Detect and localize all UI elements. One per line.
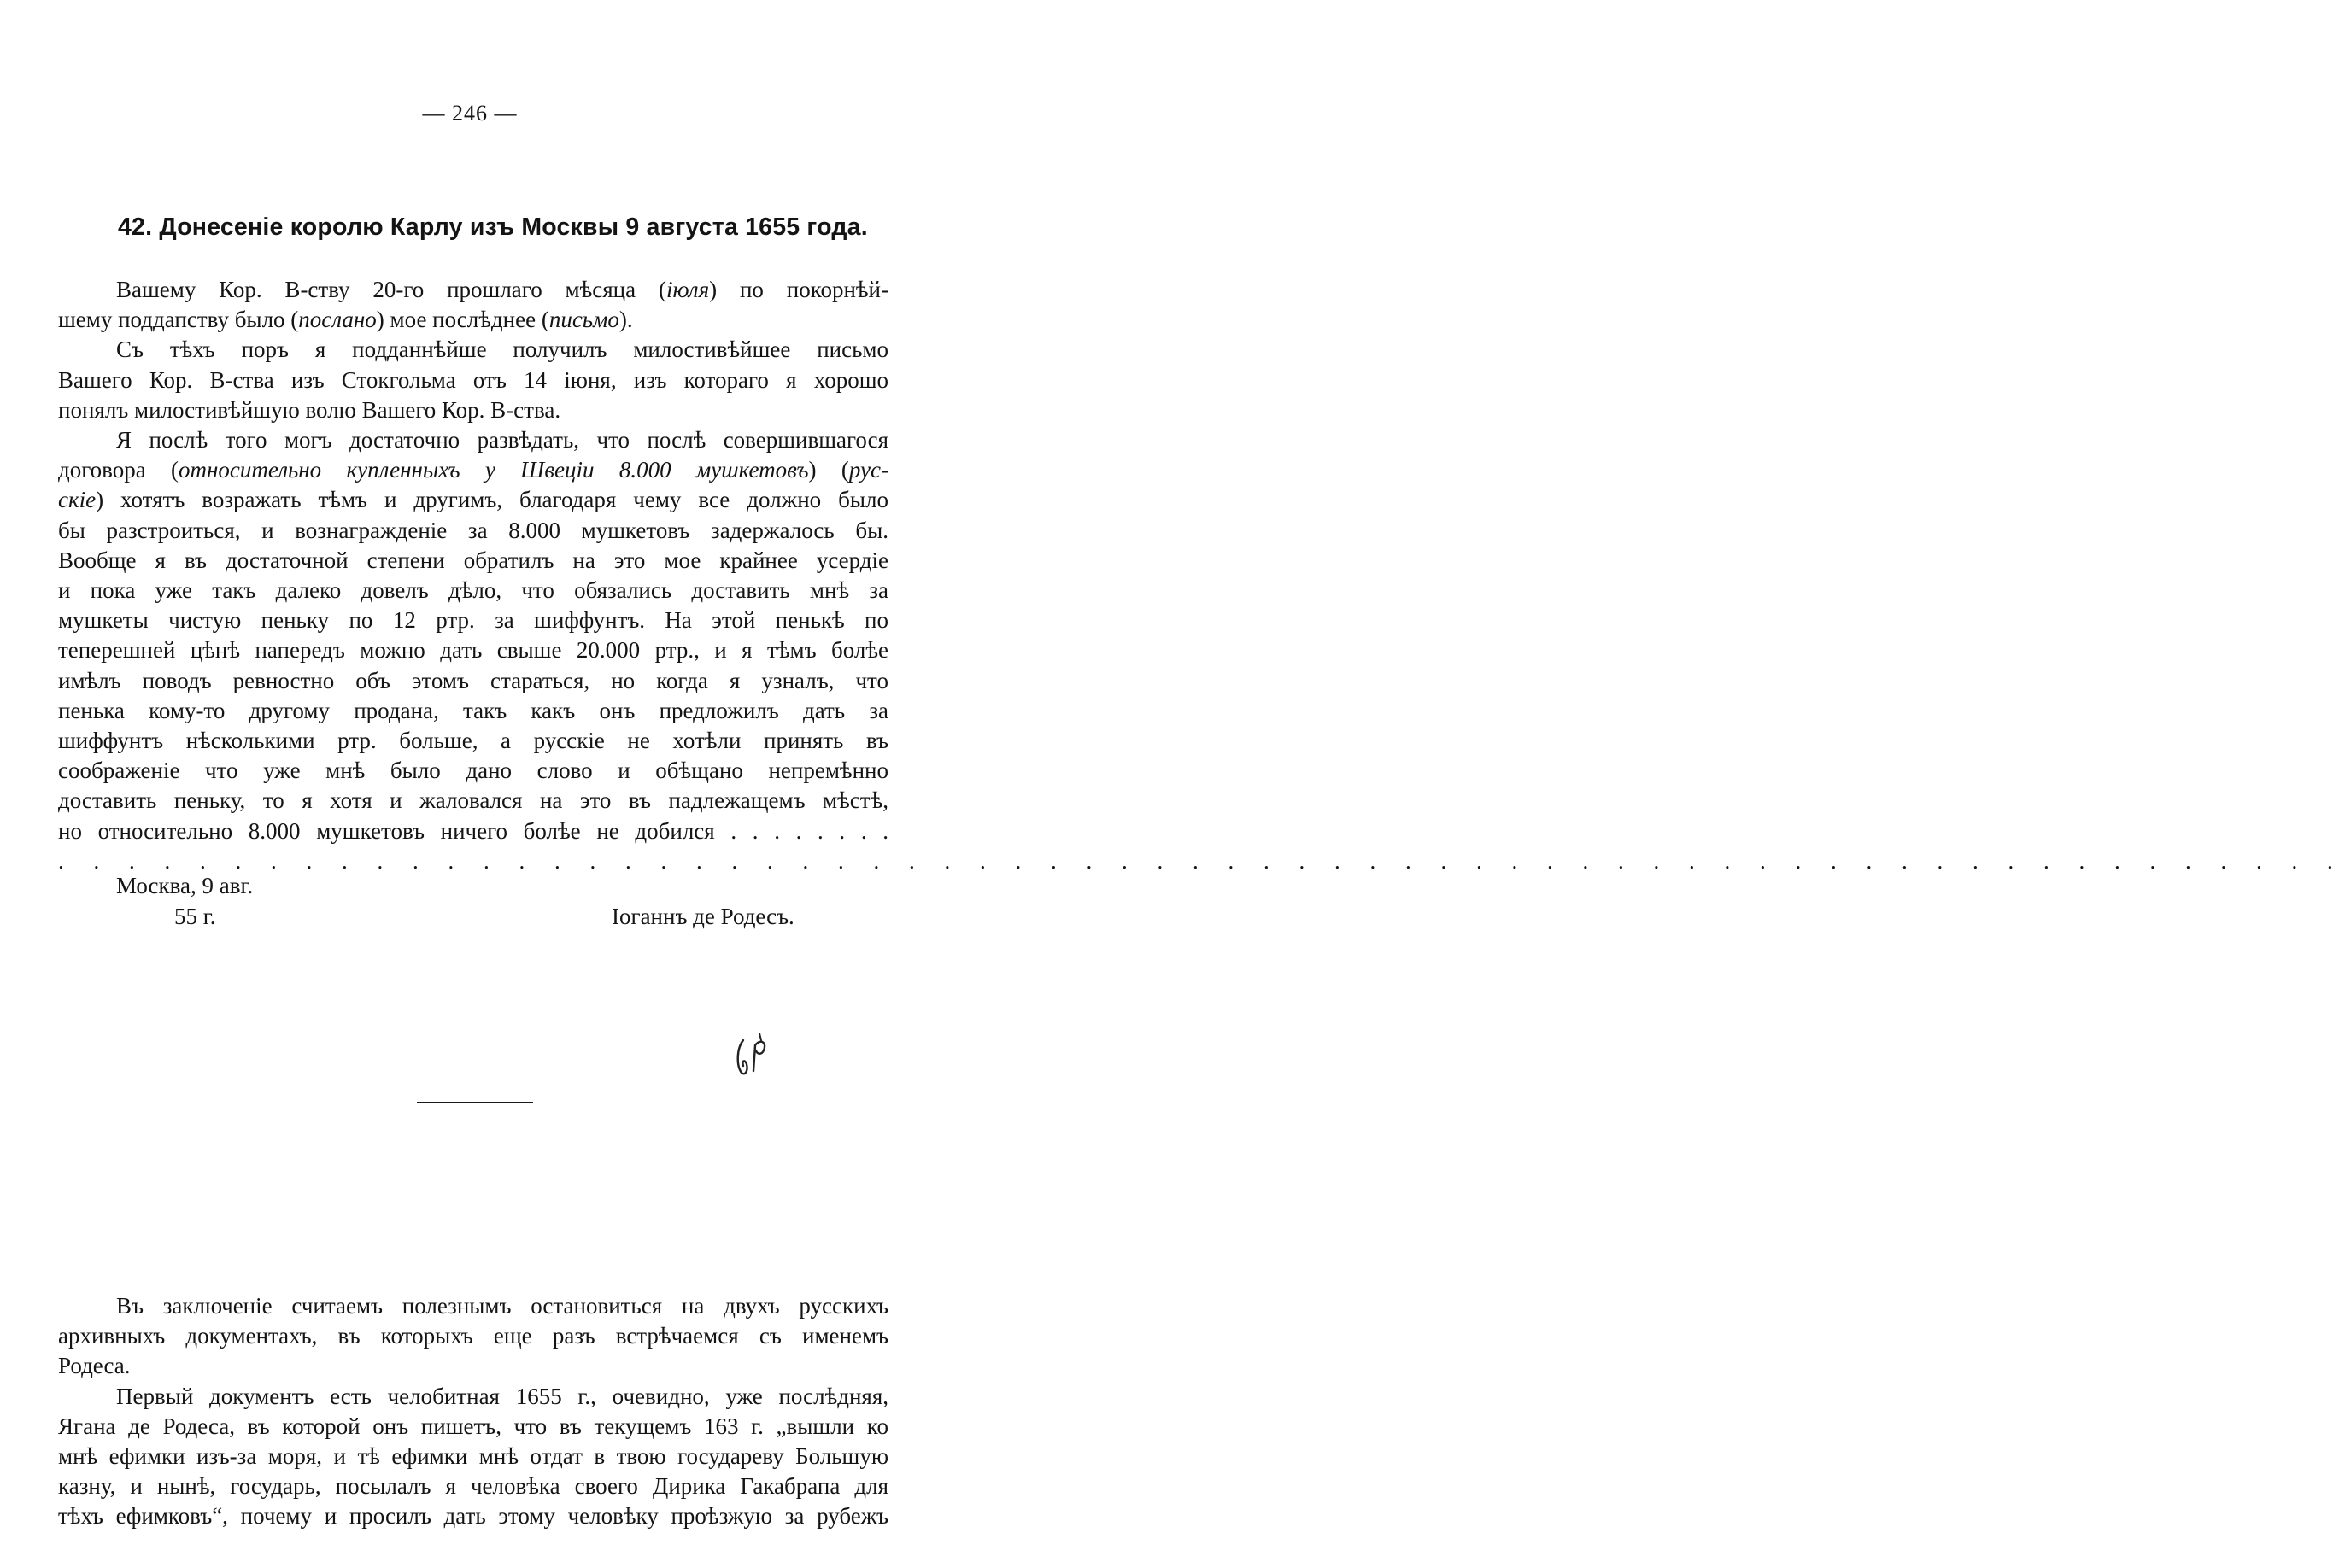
text-line: Съ тѣхъ поръ я подданнѣйше получилъ милостивѣйшее письмо [116, 336, 888, 363]
handwritten-mark-icon [733, 1030, 784, 1081]
text-line: Родеса. [58, 1353, 131, 1379]
text-line: тѣхъ ефимковъ“, почему и просилъ дать этому человѣку проѣзжую за рубежъ [58, 1503, 888, 1530]
text-line: казну, и нынѣ, государь, посылалъ я человѣка своего Дирика Гакабрапа для [58, 1473, 888, 1500]
text-line: Я послѣ того могъ достаточно развѣдать, что послѣ совершившагося [116, 427, 888, 453]
text-line: но относительно 8.000 мушкетовъ ничего болѣе не добился . . . . . . . . [58, 817, 888, 844]
letter-body [58, 275, 2345, 876]
text-line: теперешней цѣнѣ напередъ можно дать свыше 20.000 ртр., и я тѣмъ болѣе [58, 637, 888, 664]
text-line: доставить пеньку, то я хотя и жаловался на это въ падлежащемъ мѣстѣ, [58, 787, 888, 814]
text-line: имѣлъ поводъ ревностно объ этомъ стараться, но когда я узналъ, что [58, 667, 888, 693]
text-line: Первый документъ есть челобитная 1655 г., очевидно, уже послѣдняя, [116, 1383, 888, 1409]
text-line: соображеніе что уже мнѣ было дано слово и обѣщано непремѣнно [58, 758, 888, 784]
ellipsis-line: . . . . . . . . . . . . . . . . . . . . . . . . . . . . . . . . . . . . . . . . . . . . . . . . . . . . . . . . . . . . . . . . . [58, 847, 2345, 874]
letter-paragraph [58, 275, 888, 335]
text-line: Ягана де Родеса, въ которой онъ пишетъ, что въ текущемъ 163 г. „вышли ко [58, 1413, 888, 1439]
section-divider [417, 1102, 533, 1103]
text-line: и пока уже такъ далеко довелъ дѣло, что обязались доставить мнѣ за [58, 577, 888, 604]
text-line: Въ заключеніе считаемъ полезнымъ остановиться на двухъ русскихъ [116, 1293, 888, 1319]
signature-place-date: Москва, 9 авг. [116, 873, 254, 898]
letter-paragraph [58, 425, 2345, 876]
text-line: Вашему Кор. В-ству 20-го прошлаго мѣсяца (іюля) по покорнѣй- [116, 277, 888, 302]
text-line: архивныхъ документахъ, въ которыхъ еще разъ встрѣчаемся съ именемъ [58, 1323, 888, 1349]
text-line: шиффунтъ нѣсколькими ртр. больше, а русскіе не хотѣли принять въ [58, 728, 888, 754]
text-line: мнѣ ефимки изъ-за моря, и тѣ ефимки мнѣ отдат в твою государеву Большую [58, 1443, 888, 1470]
commentary-paragraph [58, 1291, 888, 1382]
signature-name: Іоганнъ де Родесъ. [612, 904, 794, 929]
text-line: Вообще я въ достаточной степени обратилъ на это мое крайнее усердіе [58, 547, 888, 573]
text-line: шему поддапству было (послано) мое послѣднее (письмо). [58, 307, 633, 333]
text-line: бы разстроиться, и вознагражденіе за 8.000 мушкетовъ задержалось бы. [58, 517, 888, 543]
text-line: понялъ милостивѣйшую волю Вашего Кор. В-ства. [58, 396, 561, 423]
commentary-body [58, 1291, 888, 1532]
commentary-paragraph [58, 1382, 888, 1532]
text-line: Вашего Кор. В-ства изъ Стокгольма отъ 14 іюня, изъ котораго я хорошо [58, 366, 888, 393]
text-line: договора (относительно купленныхъ у Швеціи 8.000 мушкетовъ) (рус- [58, 457, 888, 483]
text-line: скіе) хотятъ возражать тѣмъ и другимъ, благодаря чему все должно было [58, 487, 888, 513]
text-line: мушкеты чистую пеньку по 12 ртр. за шиффунтъ. На этой пенькѣ по [58, 607, 888, 634]
page-number: — 246 — [422, 101, 518, 126]
document-title: 42. Донесеніе королю Карлу изъ Москвы 9 августа 1655 года. [118, 214, 868, 241]
letter-paragraph [58, 335, 888, 425]
text-line: пенька кому-то другому продана, такъ какъ онъ предложилъ дать за [58, 697, 888, 723]
signature-year: 55 г. [174, 904, 216, 929]
